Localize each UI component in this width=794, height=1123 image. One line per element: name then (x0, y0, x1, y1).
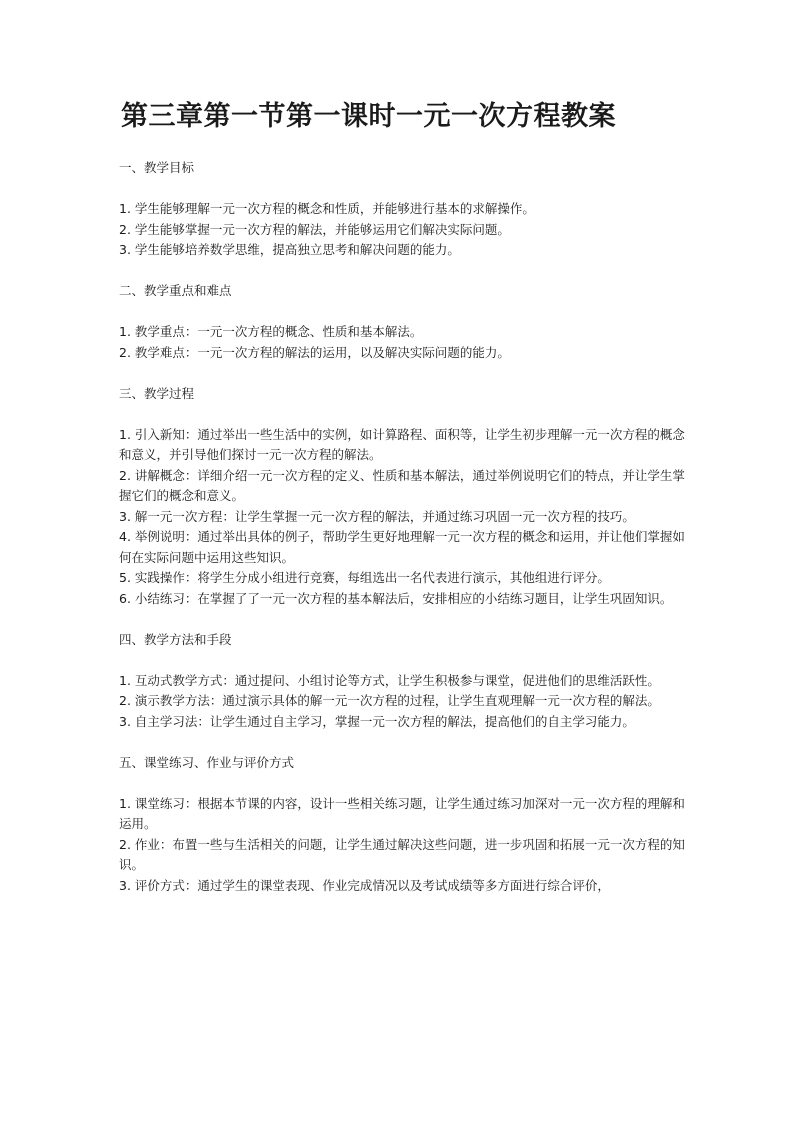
item-text: 小结练习：在掌握了了一元一次方程的基本解法后，安排相应的小结练习题目，让学生巩固知识。 (130, 590, 673, 606)
item-text: 教学重点：一元一次方程的概念、性质和基本解法。 (130, 324, 423, 339)
item-text: 引入新知：通过举出一些生活中的实例，如计算路程、面积等，让学生初步理解一元一次方程的概念和意义，并引导他们探讨一元一次方程的解法。 (119, 426, 685, 462)
item-number: 4. (119, 529, 131, 544)
list-item (119, 240, 685, 261)
list-item (119, 712, 685, 733)
section-heading: 一、教学目标 (119, 160, 195, 175)
section-heading: 二、教学重点和难点 (119, 283, 232, 298)
item-text: 学生能够培养数学思维，提高独立思考和解决问题的能力。 (130, 242, 460, 257)
list-item (119, 691, 685, 712)
list-item (119, 199, 685, 220)
item-text: 自主学习法：让学生通过自主学习，掌握一元一次方程的解法，提高他们的自主学习能力。 (130, 713, 635, 729)
item-text: 作业：布置一些与生活相关的问题，让学生通过解决这些问题，进一步巩固和拓展一元一次方程的知识。 (119, 836, 685, 872)
section-methods (119, 630, 685, 733)
item-text: 互动式教学方式：通过提问、小组讨论等方式，让学生积极参与课堂，促进他们的思维活跃性。 (130, 672, 660, 688)
list-item (119, 835, 685, 876)
list-item (119, 671, 685, 692)
item-number: 1. (119, 324, 131, 339)
document-body (119, 158, 685, 896)
section-key-points (119, 281, 685, 363)
section-heading: 五、课堂练习、作业与评价方式 (119, 754, 295, 770)
list-item (119, 794, 685, 835)
item-number: 3. (119, 713, 131, 729)
item-text: 学生能够掌握一元一次方程的解法，并能够运用它们解决实际问题。 (130, 221, 510, 237)
item-text: 举例说明：通过举出具体的例子，帮助学生更好地理解一元一次方程的概念和运用，并让他们掌握如何在实际问题中运用这些知识。 (119, 529, 685, 565)
list-item (119, 876, 685, 897)
item-number: 1. (119, 201, 131, 216)
list-item (119, 527, 685, 568)
list-item (119, 466, 685, 507)
item-text: 学生能够理解一元一次方程的概念和性质，并能够进行基本的求解操作。 (130, 201, 535, 216)
item-text: 实践操作：将学生分成小组进行竞赛，每组选出一名代表进行演示，其他组进行评分。 (130, 570, 610, 585)
list-item (119, 220, 685, 241)
section-heading: 三、教学过程 (119, 385, 195, 401)
list-item (119, 507, 685, 528)
item-text: 讲解概念：详细介绍一元一次方程的定义、性质和基本解法，通过举例说明它们的特点，并让学生掌握它们的概念和意义。 (119, 467, 685, 503)
item-text: 解一元一次方程：让学生掌握一元一次方程的解法，并通过练习巩固一元一次方程的技巧。 (130, 508, 635, 524)
section-heading: 四、教学方法和手段 (119, 631, 232, 647)
section-teaching-objectives (119, 158, 685, 261)
item-number: 5. (119, 570, 131, 585)
document-title: 第三章第一节第一课时一元一次方程教案 (121, 101, 616, 132)
item-number: 1. (119, 795, 131, 811)
section-teaching-process (119, 384, 685, 610)
item-text: 演示教学方法：通过演示具体的解一元一次方程的过程，让学生直观理解一元一次方程的解法。 (130, 693, 660, 708)
list-item (119, 589, 685, 610)
section-practice-homework-evaluation (119, 753, 685, 897)
item-number: 2. (119, 221, 131, 237)
item-text: 课堂练习：根据本节课的内容，设计一些相关练习题，让学生通过练习加深对一元一次方程的理解和运用。 (119, 795, 685, 831)
item-text: 教学难点：一元一次方程的解法的运用，以及解决实际问题的能力。 (130, 344, 510, 360)
item-text: 评价方式：通过学生的课堂表现、作业完成情况以及考试成绩等多方面进行综合评价， (130, 877, 610, 893)
list-item (119, 425, 685, 466)
item-number: 6. (119, 590, 131, 606)
item-number: 2. (119, 344, 131, 360)
item-number: 2. (119, 836, 131, 852)
item-number: 1. (119, 426, 131, 442)
item-number: 3. (119, 508, 131, 524)
item-number: 2. (119, 467, 131, 483)
list-item (119, 343, 685, 364)
item-number: 1. (119, 672, 131, 688)
item-number: 2. (119, 693, 131, 708)
list-item (119, 568, 685, 589)
item-number: 3. (119, 877, 131, 893)
item-number: 3. (119, 242, 131, 257)
list-item (119, 322, 685, 343)
